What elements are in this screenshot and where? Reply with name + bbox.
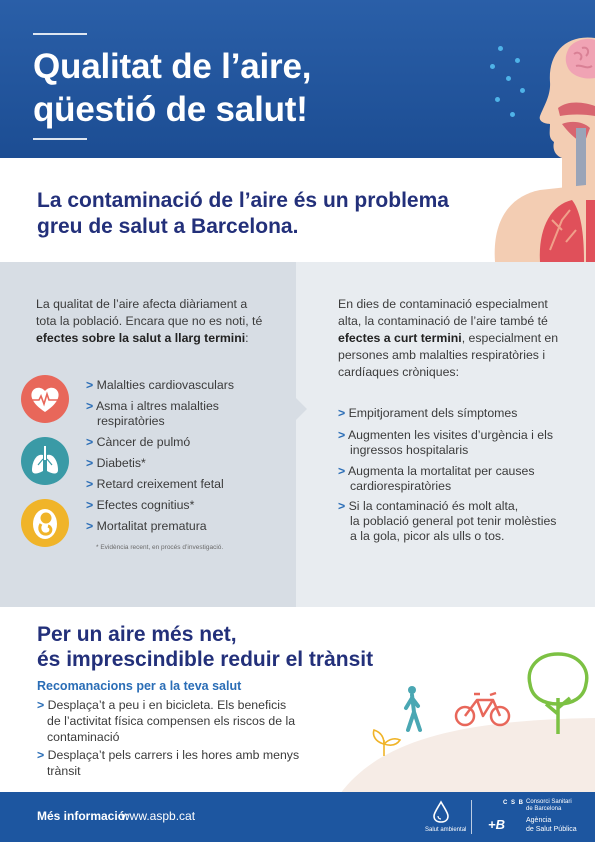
list-item: > Desplaça’t a peu i en bicicleta. Els beneficis — [37, 698, 287, 712]
list-item-continuation: cardiorespiratòries — [350, 479, 452, 493]
short-term-intro-line1: En dies de contaminació especialment — [338, 297, 548, 311]
long-term-intro-line2: tota la població. Encara que no es noti, té — [36, 314, 263, 328]
water-drop-icon — [431, 800, 451, 824]
bottom-heading-line2: és imprescindible reduir el trànsit — [37, 648, 374, 671]
list-item-continuation: trànsit — [47, 764, 81, 778]
bottom-heading-line1: Per un aire més net, — [37, 623, 237, 646]
subtitle-line2: greu de salut a Barcelona. — [37, 215, 299, 238]
list-item: > Empitjorament dels símptomes — [338, 406, 518, 420]
long-term-intro — [36, 296, 286, 347]
short-term-intro-bold: efectes a curt termini — [338, 331, 462, 345]
list-item: > Asma i altres malalties — [86, 399, 219, 413]
long-term-intro-line1: La qualitat de l’aire afecta diàriament a — [36, 297, 248, 311]
list-item: > Augmenta la mortalitat per causes — [338, 464, 535, 478]
long-term-intro-bold: efectes sobre la salut a llarg termini — [36, 331, 246, 345]
list-item-continuation: ingressos hospitalaris — [350, 443, 469, 457]
recommendations-title: Recomanacions per a la teva salut — [37, 679, 242, 693]
short-term-intro-line5: cardíaques cròniques: — [338, 365, 459, 379]
aspb-text: Agència de Salut Pública — [526, 817, 577, 833]
list-item-continuation: respiratòries — [97, 414, 165, 428]
short-term-intro-line4: persones amb malalties respiratòries i — [338, 348, 546, 362]
list-item-continuation: contaminació — [47, 730, 120, 744]
list-item: > Desplaça’t pels carrers i les hores amb menys — [37, 748, 300, 762]
more-info-label: Més informació: — [37, 809, 130, 823]
list-item-continuation: de l’activitat física compensen els riscos de la — [47, 714, 296, 728]
subtitle-line1: La contaminació de l’aire és un problema — [37, 189, 449, 212]
page-title-line2: qüestió de salut! — [33, 90, 308, 129]
long-term-intro-end: : — [245, 331, 249, 345]
list-item: > Augmenten les visites d’urgència i els — [338, 428, 553, 442]
list-item: > Càncer de pulmó — [86, 435, 191, 449]
list-item: > Efectes cognitius* — [86, 498, 195, 512]
csb-logo: C S B — [503, 800, 525, 806]
panel-arrow — [296, 398, 307, 420]
website-link[interactable]: www.aspb.cat — [121, 809, 196, 823]
short-term-intro-end: , especialment en — [461, 331, 559, 345]
list-item: > Mortalitat prematura — [86, 519, 207, 533]
salut-ambiental-label: Salut ambiental — [425, 827, 467, 833]
evidence-footnote: * Evidència recent, en procés d’investigació. — [96, 544, 224, 551]
aspb-logo: +B — [488, 817, 505, 832]
list-item-continuation: la població general pot tenir molèsties — [350, 514, 557, 528]
footer-divider — [471, 800, 472, 834]
list-item: > Si la contaminació és molt alta, — [338, 499, 519, 513]
csb-text: Consorci Sanitari de Barcelona — [526, 799, 572, 812]
heart-icon — [21, 375, 69, 423]
lungs-icon — [21, 437, 69, 485]
list-item: > Retard creixement fetal — [86, 477, 224, 491]
list-item: > Diabetis* — [86, 456, 146, 470]
title-bottom-rule — [33, 138, 87, 140]
short-term-intro-line2: alta, la contaminació de l’aire també té — [338, 314, 548, 328]
short-term-intro — [338, 296, 588, 381]
page-title-line1: Qualitat de l’aire, — [33, 47, 312, 86]
list-item: > Malalties cardiovasculars — [86, 378, 234, 392]
list-item-continuation: a la gola, picor als ulls o tos. — [350, 529, 505, 543]
fetus-icon — [21, 499, 69, 547]
respiratory-system-illustration — [480, 20, 595, 262]
active-transport-illustration — [340, 648, 595, 794]
title-top-rule — [33, 33, 87, 35]
